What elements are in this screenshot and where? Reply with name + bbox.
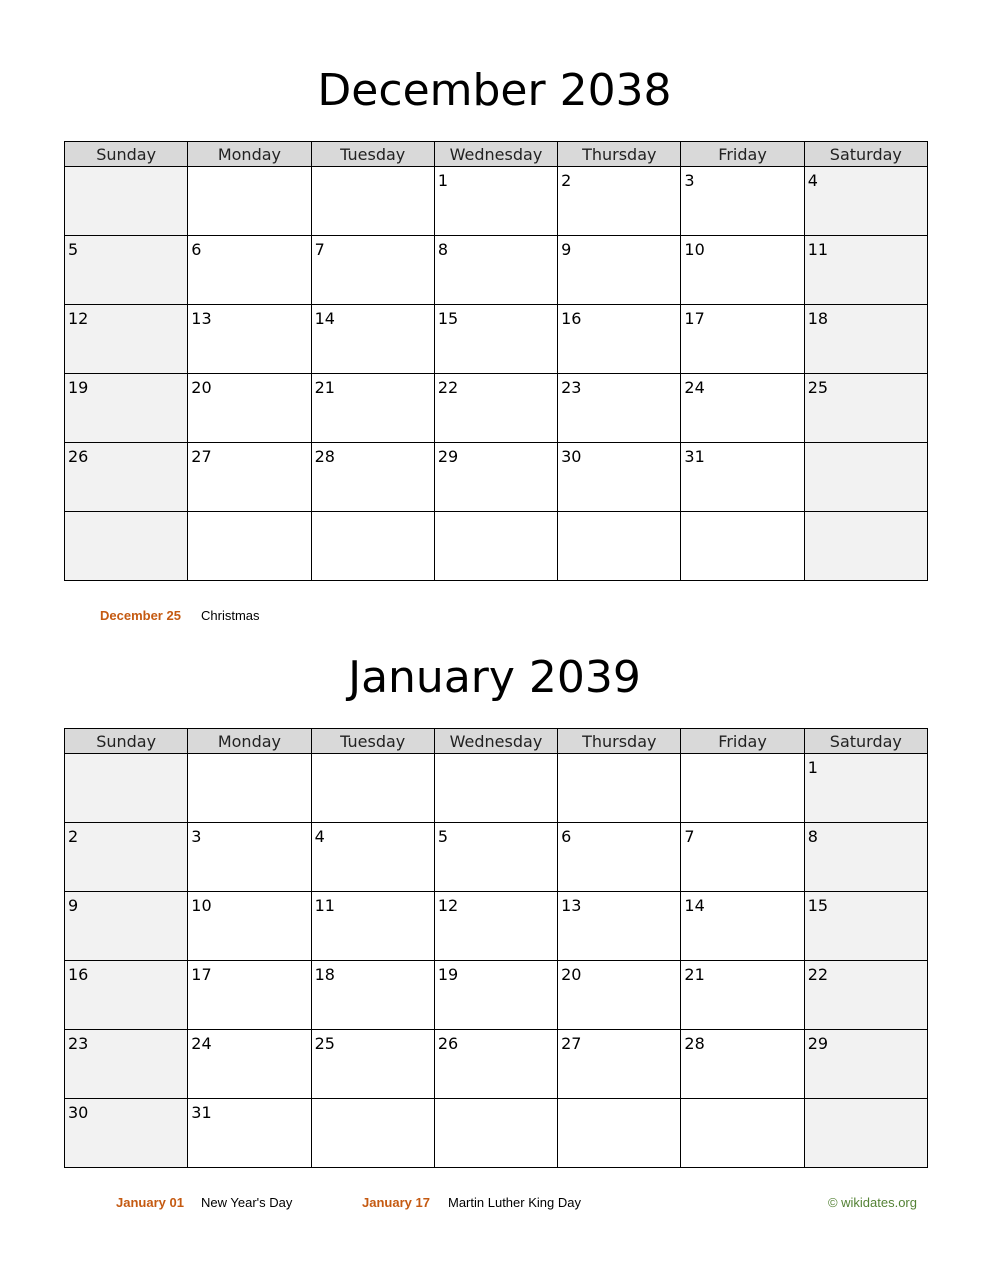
day-number xyxy=(65,512,187,516)
day-cell xyxy=(188,236,311,305)
day-number: 22 xyxy=(807,965,829,984)
weekday-header: Wednesday xyxy=(434,729,557,754)
day-cell xyxy=(804,961,927,1030)
day-number: 22 xyxy=(437,378,459,397)
day-cell xyxy=(311,167,434,236)
day-cell xyxy=(434,443,557,512)
month-title: December 2038 xyxy=(317,65,672,116)
calendar-grid xyxy=(64,728,928,1168)
day-cell xyxy=(681,754,804,823)
calendar-grid xyxy=(64,141,928,581)
day-number: 26 xyxy=(437,1034,459,1053)
weekday-header: Saturday xyxy=(804,142,927,167)
day-cell xyxy=(65,305,188,374)
day-number: 28 xyxy=(314,447,335,466)
day-number xyxy=(435,754,557,758)
day-number: 29 xyxy=(807,1034,829,1053)
day-cell xyxy=(188,167,311,236)
day-number: 13 xyxy=(561,896,582,915)
day-cell xyxy=(558,167,681,236)
day-number: 25 xyxy=(807,378,829,397)
day-cell xyxy=(65,754,188,823)
day-cell xyxy=(804,754,927,823)
week-row xyxy=(65,443,928,512)
day-number xyxy=(312,1099,434,1103)
day-cell xyxy=(65,1099,188,1168)
week-row xyxy=(65,236,928,305)
day-cell xyxy=(681,305,804,374)
day-number: 8 xyxy=(437,240,449,259)
day-cell xyxy=(681,892,804,961)
day-cell xyxy=(681,1030,804,1099)
day-cell xyxy=(311,443,434,512)
day-cell xyxy=(65,374,188,443)
weekday-header: Tuesday xyxy=(311,729,434,754)
weekday-header: Thursday xyxy=(558,729,681,754)
day-number: 4 xyxy=(314,827,325,846)
weekday-header: Monday xyxy=(188,142,311,167)
day-number: 18 xyxy=(807,309,829,328)
day-cell xyxy=(681,512,804,581)
weekday-header: Saturday xyxy=(804,729,927,754)
day-cell xyxy=(311,892,434,961)
day-cell xyxy=(311,305,434,374)
weekday-header-row xyxy=(65,142,928,167)
day-cell xyxy=(434,892,557,961)
week-row xyxy=(65,1030,928,1099)
day-number: 7 xyxy=(684,827,695,846)
day-number: 16 xyxy=(561,309,582,328)
day-number: 15 xyxy=(437,309,459,328)
day-number xyxy=(558,754,680,758)
holiday-date: January 17 xyxy=(362,1195,430,1210)
holiday-date: January 01 xyxy=(116,1195,184,1210)
day-cell xyxy=(804,512,927,581)
day-number: 30 xyxy=(68,1103,89,1122)
day-number xyxy=(188,167,310,171)
day-cell xyxy=(558,823,681,892)
weekday-header: Friday xyxy=(681,142,804,167)
day-number: 14 xyxy=(314,309,335,328)
day-number: 23 xyxy=(561,378,582,397)
day-cell xyxy=(311,1030,434,1099)
day-number: 20 xyxy=(561,965,582,984)
day-cell xyxy=(188,512,311,581)
day-number: 7 xyxy=(314,240,325,259)
day-number: 5 xyxy=(437,827,449,846)
day-number: 25 xyxy=(314,1034,335,1053)
weekday-header: Thursday xyxy=(558,142,681,167)
day-number: 4 xyxy=(807,171,818,190)
weekday-header: Tuesday xyxy=(311,142,434,167)
day-cell xyxy=(434,167,557,236)
day-number: 26 xyxy=(68,447,89,466)
day-number: 10 xyxy=(684,240,705,259)
day-cell xyxy=(188,1099,311,1168)
day-number xyxy=(435,1099,557,1103)
day-number xyxy=(312,754,434,758)
week-row xyxy=(65,754,928,823)
day-number: 24 xyxy=(684,378,705,397)
day-cell xyxy=(804,167,927,236)
day-cell xyxy=(311,374,434,443)
day-number: 17 xyxy=(191,965,212,984)
day-cell xyxy=(804,1099,927,1168)
day-cell xyxy=(681,443,804,512)
day-number: 31 xyxy=(684,447,705,466)
day-number xyxy=(558,1099,680,1103)
day-number: 1 xyxy=(437,171,449,190)
day-number: 6 xyxy=(561,827,572,846)
day-cell xyxy=(65,236,188,305)
day-cell xyxy=(311,512,434,581)
day-number: 19 xyxy=(68,378,89,397)
day-cell xyxy=(188,374,311,443)
day-number: 13 xyxy=(191,309,212,328)
day-cell xyxy=(188,305,311,374)
day-cell xyxy=(188,1030,311,1099)
day-number: 11 xyxy=(807,240,829,259)
day-cell xyxy=(558,512,681,581)
day-number: 12 xyxy=(437,896,459,915)
day-number xyxy=(188,512,310,516)
day-number xyxy=(65,754,187,758)
day-number xyxy=(312,512,434,516)
day-cell xyxy=(558,1030,681,1099)
day-cell xyxy=(681,961,804,1030)
day-cell xyxy=(681,236,804,305)
week-row xyxy=(65,961,928,1030)
holiday-date: December 25 xyxy=(100,608,181,623)
day-cell xyxy=(65,1030,188,1099)
day-cell xyxy=(188,961,311,1030)
day-cell xyxy=(434,1030,557,1099)
week-row xyxy=(65,167,928,236)
day-number: 2 xyxy=(68,827,79,846)
day-number: 3 xyxy=(684,171,695,190)
day-cell xyxy=(434,236,557,305)
day-cell xyxy=(558,374,681,443)
day-cell xyxy=(804,892,927,961)
day-number xyxy=(681,512,803,516)
day-number: 1 xyxy=(807,758,818,777)
day-number: 23 xyxy=(68,1034,89,1053)
day-number: 15 xyxy=(807,896,829,915)
day-cell xyxy=(681,1099,804,1168)
day-number: 27 xyxy=(561,1034,582,1053)
day-cell xyxy=(681,374,804,443)
day-cell xyxy=(434,305,557,374)
day-cell xyxy=(681,823,804,892)
day-number: 12 xyxy=(68,309,89,328)
day-number: 9 xyxy=(68,896,79,915)
weekday-header: Monday xyxy=(188,729,311,754)
day-number xyxy=(681,754,803,758)
day-cell xyxy=(804,374,927,443)
day-cell xyxy=(311,823,434,892)
day-cell xyxy=(65,823,188,892)
day-number xyxy=(805,512,927,516)
day-cell xyxy=(311,236,434,305)
day-cell xyxy=(558,305,681,374)
day-cell xyxy=(434,512,557,581)
day-cell xyxy=(188,823,311,892)
day-cell xyxy=(311,961,434,1030)
week-row xyxy=(65,1099,928,1168)
day-cell xyxy=(65,961,188,1030)
day-number: 21 xyxy=(684,965,705,984)
day-number xyxy=(805,443,927,447)
day-cell xyxy=(65,512,188,581)
day-cell xyxy=(65,892,188,961)
month-title: January 2039 xyxy=(348,652,641,703)
week-row xyxy=(65,374,928,443)
day-cell xyxy=(558,961,681,1030)
day-cell xyxy=(558,236,681,305)
day-number: 2 xyxy=(561,171,572,190)
day-cell xyxy=(65,443,188,512)
day-number: 28 xyxy=(684,1034,705,1053)
holiday-name: Christmas xyxy=(201,608,260,623)
holiday-name: Martin Luther King Day xyxy=(448,1195,581,1210)
weekday-header: Sunday xyxy=(65,142,188,167)
day-number: 10 xyxy=(191,896,212,915)
week-row xyxy=(65,512,928,581)
day-cell xyxy=(804,305,927,374)
day-number: 21 xyxy=(314,378,335,397)
day-number: 6 xyxy=(191,240,202,259)
day-number xyxy=(558,512,680,516)
day-number: 11 xyxy=(314,896,335,915)
day-cell xyxy=(188,892,311,961)
weekday-header: Sunday xyxy=(65,729,188,754)
day-number xyxy=(805,1099,927,1103)
day-cell xyxy=(434,823,557,892)
day-cell xyxy=(434,754,557,823)
day-cell xyxy=(188,754,311,823)
day-number: 5 xyxy=(68,240,79,259)
day-number xyxy=(435,512,557,516)
day-cell xyxy=(804,443,927,512)
day-cell xyxy=(804,1030,927,1099)
day-cell xyxy=(434,961,557,1030)
week-row xyxy=(65,305,928,374)
day-cell xyxy=(311,1099,434,1168)
day-cell xyxy=(804,236,927,305)
day-number: 30 xyxy=(561,447,582,466)
day-cell xyxy=(558,443,681,512)
day-number xyxy=(681,1099,803,1103)
day-number: 17 xyxy=(684,309,705,328)
holiday-name: New Year's Day xyxy=(201,1195,293,1210)
day-number: 14 xyxy=(684,896,705,915)
day-cell xyxy=(434,1099,557,1168)
day-cell xyxy=(558,892,681,961)
credit-link[interactable]: © wikidates.org xyxy=(827,1195,917,1210)
day-cell xyxy=(311,754,434,823)
weekday-header-row xyxy=(65,729,928,754)
day-number: 9 xyxy=(561,240,572,259)
week-row xyxy=(65,823,928,892)
day-number: 8 xyxy=(807,827,818,846)
weekday-header: Wednesday xyxy=(434,142,557,167)
day-cell xyxy=(434,374,557,443)
day-cell xyxy=(558,1099,681,1168)
day-cell xyxy=(558,754,681,823)
day-number: 31 xyxy=(191,1103,212,1122)
day-number: 24 xyxy=(191,1034,212,1053)
day-number: 16 xyxy=(68,965,89,984)
weekday-header: Friday xyxy=(681,729,804,754)
day-number: 20 xyxy=(191,378,212,397)
day-number xyxy=(312,167,434,171)
day-cell xyxy=(188,443,311,512)
day-number: 18 xyxy=(314,965,335,984)
day-cell xyxy=(804,823,927,892)
day-number: 3 xyxy=(191,827,202,846)
day-number xyxy=(188,754,310,758)
week-row xyxy=(65,892,928,961)
day-cell xyxy=(681,167,804,236)
day-cell xyxy=(65,167,188,236)
day-number: 27 xyxy=(191,447,212,466)
day-number: 29 xyxy=(437,447,459,466)
day-number xyxy=(65,167,187,171)
day-number: 19 xyxy=(437,965,459,984)
